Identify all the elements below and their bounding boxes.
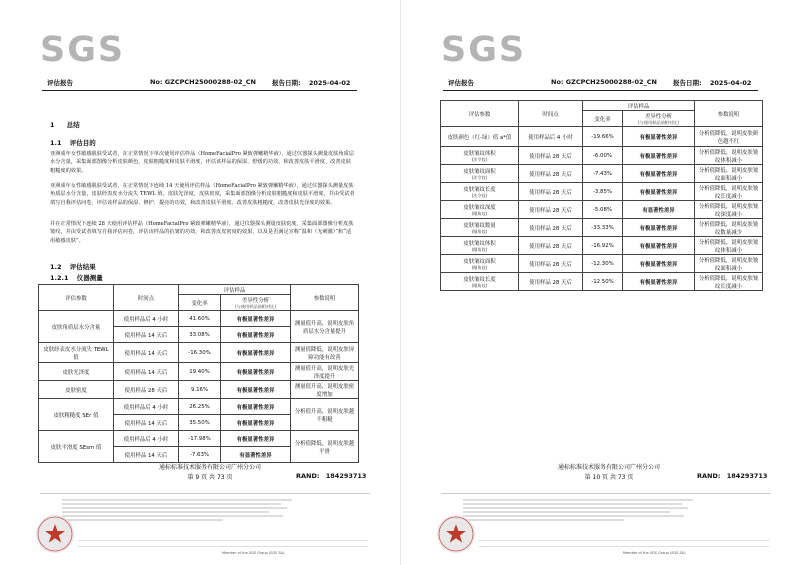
change-cell: 9.16% xyxy=(179,381,221,399)
section-title: 总结 xyxy=(66,121,80,129)
col-header-change: 变化率 xyxy=(179,295,221,311)
rand-value: 184293713 xyxy=(325,472,367,480)
diff-cell: 有极显著性差异 xyxy=(221,431,291,447)
page-number: 第 10 页 共 73 页 xyxy=(584,474,634,481)
footer-address-rule xyxy=(479,540,769,541)
param-label: 皮肤皱纹长度 xyxy=(463,276,496,283)
rand-code xyxy=(296,472,366,480)
desc-cell: 分析值降低，说明皮肤皱纹体积减小 xyxy=(695,147,763,165)
header-rule xyxy=(443,90,758,91)
footer-rule xyxy=(441,493,771,494)
col-header-sample: 评估样品 xyxy=(583,101,695,111)
diff-cell: 有极显著性差异 xyxy=(623,183,695,201)
time-cell: 使用样品 14 天后 xyxy=(114,363,179,381)
table-row xyxy=(441,219,763,237)
param-cell xyxy=(441,165,519,183)
time-cell: 使用样品 28 天后 xyxy=(519,219,583,237)
time-cell: 使用样品 14 天后 xyxy=(114,327,179,343)
report-date-label: 报告日期: xyxy=(272,79,301,87)
diff-cell: 有极显著性差异 xyxy=(623,127,695,147)
param-cell xyxy=(441,147,519,165)
desc-cell: 测量值升高，说明皮肤密度增加 xyxy=(291,381,359,399)
desc-cell: 分析值降低，说明皮肤皱纹长度减小 xyxy=(695,273,763,291)
time-cell: 使用样品后 4 小时 xyxy=(114,431,179,447)
seal-stamp xyxy=(437,515,475,553)
section-title: 仪器测量 xyxy=(76,274,103,282)
change-cell: -16.92% xyxy=(583,237,623,255)
table-row xyxy=(39,343,359,363)
diff-cell: 有极显著性差异 xyxy=(623,147,695,165)
param-label: 皮肤皱纹深度 xyxy=(463,204,496,211)
desc-cell: 分析值降低，说明皮肤皱纹面积减小 xyxy=(695,165,763,183)
diff-header-note: (与使用样品前相对比) xyxy=(235,303,276,309)
diff-cell: 有极显著性差异 xyxy=(221,415,291,431)
diff-header-label: 差异性分析 xyxy=(645,113,672,120)
report-number xyxy=(150,78,256,86)
table-row xyxy=(441,237,763,255)
time-cell: 使用样品 28 天后 xyxy=(519,255,583,273)
member-text: Member of the SGS Group (SGS SA) xyxy=(623,551,686,555)
desc-cell: 分析值降低，说明皮肤皱纹深度减小 xyxy=(695,201,763,219)
rand-label: RAND: xyxy=(697,472,721,480)
param-cell xyxy=(441,219,519,237)
param-label: 皮肤皱纹长度 xyxy=(463,186,496,193)
section-title: 评估结果 xyxy=(69,263,96,271)
change-cell: -17.98% xyxy=(179,431,221,447)
report-number-value: GZCPCH25000288-02_CN xyxy=(565,78,657,86)
param-cell xyxy=(441,183,519,201)
param-cell: 皮肤平滑度 SEsm 值 xyxy=(39,431,114,463)
report-date xyxy=(272,78,350,87)
diff-cell: 有极显著性差异 xyxy=(221,363,291,381)
table-row xyxy=(441,255,763,273)
report-number-value: GZCPCH25000288-02_CN xyxy=(164,78,256,86)
param-sub: (法令纹) xyxy=(471,174,488,180)
param-cell: 皮肤光泽度 xyxy=(39,363,114,381)
desc-cell: 测量值升高，说明皮肤角质层水分含量提升 xyxy=(291,311,359,343)
change-cell: -7.63% xyxy=(179,447,221,463)
change-cell: -3.85% xyxy=(583,183,623,201)
diff-cell: 有极显著性差异 xyxy=(623,273,695,291)
report-date xyxy=(673,78,751,87)
change-cell: 26.25% xyxy=(179,399,221,415)
col-header-desc: 参数说明 xyxy=(695,101,763,127)
diff-cell: 有极显著性差异 xyxy=(623,237,695,255)
change-cell: -5.08% xyxy=(583,201,623,219)
time-cell: 使用样品后 4 小时 xyxy=(114,399,179,415)
rand-label: RAND: xyxy=(296,472,320,480)
time-cell: 使用样品 14 天后 xyxy=(114,343,179,363)
col-header-sample: 评估样品 xyxy=(179,285,291,295)
change-cell: -16.30% xyxy=(179,343,221,363)
col-header-change: 变化率 xyxy=(583,111,623,127)
section-number: 1.1 xyxy=(50,139,62,147)
col-header-time: 时间点 xyxy=(519,101,583,127)
desc-cell: 分析值降低，说明皮肤皱纹体积减小 xyxy=(695,237,763,255)
report-date-value: 2025-04-02 xyxy=(709,79,752,87)
param-cell: 皮肤经表皮水分流失 TEWL 值 xyxy=(39,343,114,363)
page-number: 第 9 页 共 73 页 xyxy=(187,474,233,481)
terms-fine-print xyxy=(463,497,693,523)
param-sub: (眼角纹) xyxy=(471,282,488,288)
sgs-logo: SGS xyxy=(441,30,527,70)
time-cell: 使用样品 28 天后 xyxy=(519,201,583,219)
time-cell: 使用样品 28 天后 xyxy=(519,273,583,291)
purpose-paragraph-2: 亚洲成年女性敏感肌肤受试者，在正常情况下连续 14 天使用评估样品（HomeFacialPro 紧致弹嫩精华液），通过仪器探头测量皮肤角质层水分含量，皮肤经表皮水分流失 TEWL 值，皮肤光泽度，皮肤密度，采集面部图像分析皮肤粗糙度和皮肤平滑度，并由受试者填写自我评估问卷，评估该样品的保湿、修护、提亮的功效，和改善皮肤平滑度、改善皮肤粗糙度、改善皮肤光泽度的效果。 xyxy=(50,183,355,206)
time-cell: 使用样品 28 天后 xyxy=(519,237,583,255)
report-label: 评估报告 xyxy=(47,79,73,87)
report-label: 评估报告 xyxy=(448,79,474,87)
change-cell: 41.60% xyxy=(179,311,221,327)
section-number: 1 xyxy=(50,121,55,129)
footer-rule xyxy=(40,493,370,494)
param-cell xyxy=(441,273,519,291)
time-cell: 使用样品 28 天后 xyxy=(114,381,179,399)
footer-address-rule xyxy=(78,546,368,547)
star-icon xyxy=(36,515,74,553)
param-cell xyxy=(441,201,519,219)
change-cell: -33.33% xyxy=(583,219,623,237)
instrument-results-table-continued xyxy=(440,100,763,291)
section-1-1-heading xyxy=(50,138,96,147)
param-cell xyxy=(441,255,519,273)
param-label: 皮肤皱纹面积 xyxy=(463,258,496,265)
table-row xyxy=(39,381,359,399)
report-page-10 xyxy=(400,0,800,565)
diff-cell: 有显著性差异 xyxy=(221,447,291,463)
report-number-label: No: xyxy=(551,78,564,86)
table-row xyxy=(441,147,763,165)
change-cell: -12.50% xyxy=(583,273,623,291)
diff-cell: 有极显著性差异 xyxy=(623,219,695,237)
table-row xyxy=(441,201,763,219)
change-cell: -12.30% xyxy=(583,255,623,273)
table-row xyxy=(39,311,359,327)
param-sub: (眼角纹) xyxy=(471,264,488,270)
desc-cell: 分析值降低，说明皮肤皱纹数量减少 xyxy=(695,219,763,237)
col-header-time: 时间点 xyxy=(114,285,179,311)
diff-cell: 有极显著性差异 xyxy=(623,165,695,183)
change-cell: -6.00% xyxy=(583,147,623,165)
param-label: 皮肤皱纹体积 xyxy=(463,150,496,157)
desc-cell: 分析值降低，说明皮肤颜色越不红 xyxy=(695,127,763,147)
seal-stamp xyxy=(36,515,74,553)
param-cell: 皮肤密度 xyxy=(39,381,114,399)
diff-cell: 有极显著性差异 xyxy=(221,381,291,399)
table-row xyxy=(39,363,359,381)
time-cell: 使用样品后 4 小时 xyxy=(519,127,583,147)
param-sub: (眼角纹) xyxy=(471,228,488,234)
diff-cell: 有极显著性差异 xyxy=(221,399,291,415)
time-cell: 使用样品 14 天后 xyxy=(114,447,179,463)
purpose-paragraph-3: 并在正常情况下连续 28 天使用评估样品（HomeFacialPro 紧致弹嫩精华液），通过仪器探头测量皮肤密度，采集面部图像分析皮肤皱纹，并由受试者填写自我评估问卷，评估该样品的抗皱的功效，和改善皮皮密度的效果，以及是否满足宣称“温和（无刺激）”和“适用敏感皮肤”。 xyxy=(50,221,354,244)
diff-cell: 有极显著性差异 xyxy=(221,343,291,363)
col-header-diff xyxy=(221,295,291,311)
time-cell: 使用样品 28 天后 xyxy=(519,165,583,183)
terms-fine-print xyxy=(62,497,292,523)
section-title: 评估目的 xyxy=(69,139,96,147)
footer-address-rule xyxy=(479,546,769,547)
purpose-paragraph-1: 亚洲成年女性敏感肌肤受试者，在正常情况下单次使用评估样品（HomeFacialPro 紧致弹嫩精华液），通过仪器探头测量皮肤角质层水分含量，采集面部图像分析皮肤颜色，皮肤粗糙度和皮肤平滑度，评估该样品的保湿、舒缓的功效，和改善皮肤平滑度、改善皮肤粗糙度的效果。 xyxy=(50,151,354,174)
col-header-param: 评估参数 xyxy=(39,285,114,311)
report-date-value: 2025-04-02 xyxy=(308,79,351,87)
col-header-diff xyxy=(623,111,695,127)
report-number xyxy=(551,78,657,86)
param-sub: (法令纹) xyxy=(471,156,488,162)
desc-cell: 分析值升高，说明皮肤越不粗糙 xyxy=(291,399,359,431)
table-row xyxy=(441,183,763,201)
param-label: 皮肤皱纹面积 xyxy=(463,168,496,175)
rand-value: 184293713 xyxy=(726,472,768,480)
time-cell: 使用样品后 4 小时 xyxy=(114,311,179,327)
section-1-2-heading xyxy=(50,262,96,271)
company-name: 通标标准技术服务有限公司广州分公司 xyxy=(557,464,660,471)
time-cell: 使用样品 28 天后 xyxy=(519,183,583,201)
diff-header-label: 差异性分析 xyxy=(242,297,269,304)
sgs-logo: SGS xyxy=(40,30,126,70)
col-header-desc: 参数说明 xyxy=(291,285,359,311)
change-cell: 35.50% xyxy=(179,415,221,431)
section-number: 1.2 xyxy=(50,263,62,271)
footer-address-rule xyxy=(78,540,368,541)
desc-cell: 分析值降低，说明皮肤越平滑 xyxy=(291,431,359,463)
param-label: 皮肤皱纹数量 xyxy=(463,222,496,229)
section-number: 1.2.1 xyxy=(50,274,69,282)
param-sub: (法令纹) xyxy=(471,192,488,198)
change-cell: 33.08% xyxy=(179,327,221,343)
desc-cell: 测量值升高，说明皮肤光泽度提升 xyxy=(291,363,359,381)
time-cell: 使用样品 14 天后 xyxy=(114,415,179,431)
param-label: 皮肤皱纹体积 xyxy=(463,240,496,247)
diff-cell: 有极显著性差异 xyxy=(221,327,291,343)
time-cell: 使用样品 28 天后 xyxy=(519,147,583,165)
desc-cell: 测量值降低，说明皮肤屏障功能有改善 xyxy=(291,343,359,363)
table-row xyxy=(441,127,763,147)
table-row xyxy=(39,399,359,415)
col-header-param: 评估参数 xyxy=(441,101,519,127)
report-number-label: No: xyxy=(150,78,163,86)
table-row xyxy=(441,273,763,291)
param-cell: 皮肤角质层水分含量 xyxy=(39,311,114,343)
rand-code xyxy=(697,472,767,480)
diff-header-note: (与使用样品前相对比) xyxy=(638,119,679,125)
company-name: 通标标准技术服务有限公司广州分公司 xyxy=(158,464,261,471)
table-row xyxy=(39,431,359,447)
member-text: Member of the SGS Group (SGS SA) xyxy=(222,551,285,555)
param-sub: (眼角纹) xyxy=(471,210,488,216)
report-date-label: 报告日期: xyxy=(673,79,702,87)
param-cell: 皮肤颜色（红-绿）值 a*值 xyxy=(441,127,519,147)
change-cell: -7.43% xyxy=(583,165,623,183)
desc-cell: 分析值降低，说明皮肤皱纹长度减小 xyxy=(695,183,763,201)
instrument-results-table xyxy=(38,284,359,463)
param-cell xyxy=(441,237,519,255)
change-cell: -19.66% xyxy=(583,127,623,147)
diff-cell: 有极显著性差异 xyxy=(623,255,695,273)
change-cell: 19.40% xyxy=(179,363,221,381)
param-sub: (眼角纹) xyxy=(471,246,488,252)
diff-cell: 有显著性差异 xyxy=(623,201,695,219)
header-rule xyxy=(42,90,357,91)
diff-cell: 有极显著性差异 xyxy=(221,311,291,327)
param-cell: 皮肤粗糙度 SEr 值 xyxy=(39,399,114,431)
desc-cell: 分析值降低，说明皮肤皱纹面积减小 xyxy=(695,255,763,273)
section-1-heading xyxy=(50,120,80,129)
table-row xyxy=(441,165,763,183)
section-1-2-1-heading xyxy=(50,273,103,282)
star-icon xyxy=(437,515,475,553)
